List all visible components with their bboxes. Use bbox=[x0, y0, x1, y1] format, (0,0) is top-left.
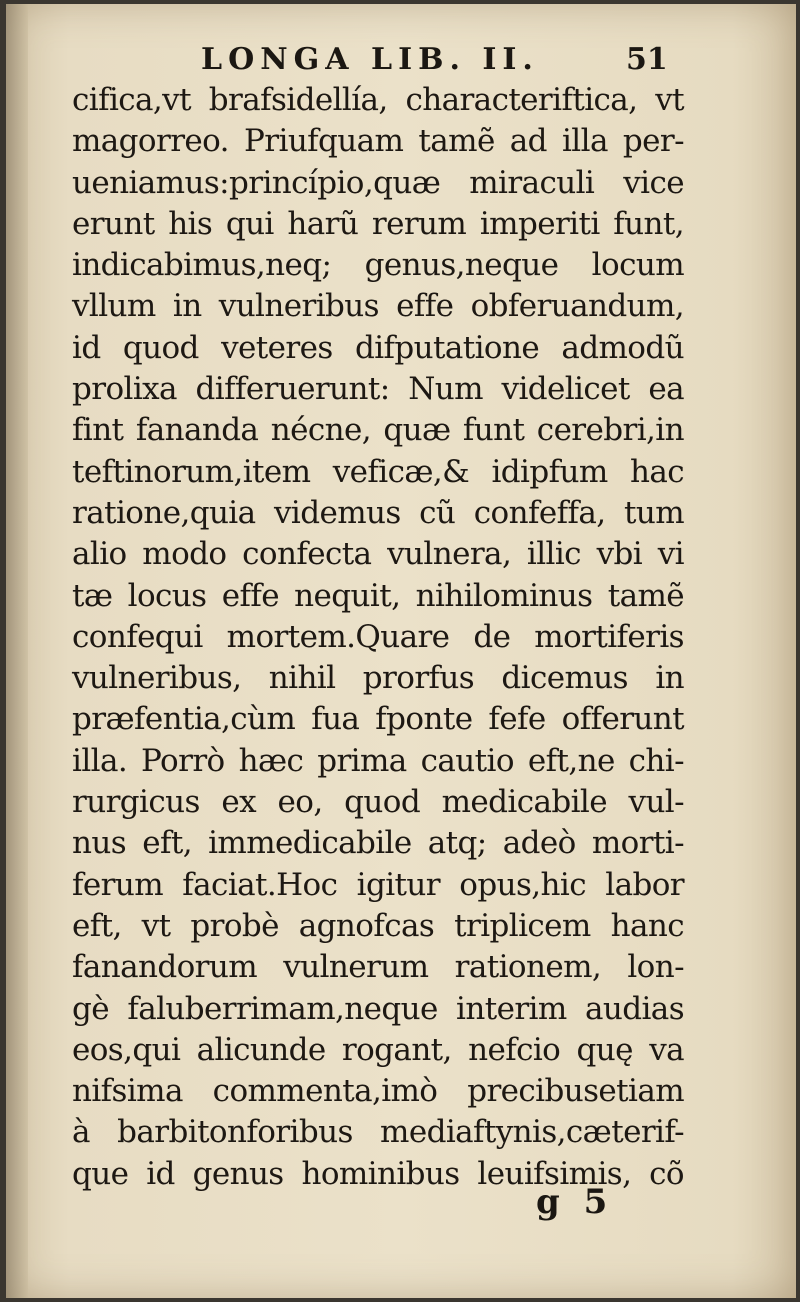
text-line: fint fananda nécne, quæ funt cerebri,in bbox=[72, 412, 684, 449]
text-line: fanandorum vulnerum rationem, lon- bbox=[72, 949, 684, 986]
text-line: ferum faciat.Hoc igitur opus,hic labor bbox=[72, 866, 684, 903]
book-page bbox=[6, 4, 796, 1298]
body-text bbox=[72, 80, 684, 1195]
text-line: que id genus hominibus leuifsimis, cõ bbox=[72, 1155, 684, 1192]
text-line: eft, vt probè agnofcas triplicem hanc bbox=[72, 907, 684, 944]
page-gutter-shadow bbox=[6, 4, 28, 1298]
text-line: à barbitonforibus mediaftynis,cæterif- bbox=[72, 1114, 684, 1151]
text-line: vulneribus, nihil prorfus dicemus in bbox=[72, 660, 684, 697]
page-number: 51 bbox=[626, 42, 668, 77]
text-line: nifsima commenta,imò precibusetiam bbox=[72, 1073, 684, 1110]
text-line: rurgicus ex eo, quod medicabile vul- bbox=[72, 784, 684, 821]
signature-mark: g 5 bbox=[536, 1182, 614, 1222]
text-line: tæ locus effe nequit, nihilominus tamẽ bbox=[72, 577, 684, 614]
page-header bbox=[6, 38, 796, 82]
text-line: nus eft, immedicabile atq; adeò morti- bbox=[72, 825, 684, 862]
text-line: ratione,quia videmus cũ confeffa, tum bbox=[72, 494, 684, 531]
text-line: id quod veteres difputatione admodũ bbox=[72, 329, 684, 366]
text-line: teftinorum,item veficæ,& idipfum hac bbox=[72, 453, 684, 490]
text-line: erunt his qui harũ rerum imperiti funt, bbox=[72, 205, 684, 242]
text-line: indicabimus,neq; genus,neque locum bbox=[72, 247, 684, 284]
text-line: vllum in vulneribus effe obferuandum, bbox=[72, 288, 684, 325]
text-line: prolixa differuerunt: Num videlicet ea bbox=[72, 371, 684, 408]
text-line: gè faluberrimam,neque interim audias bbox=[72, 990, 684, 1027]
text-line: eos,qui alicunde rogant, nefcio quę va bbox=[72, 1031, 684, 1068]
text-line: alio modo confecta vulnera, illic vbi vi bbox=[72, 536, 684, 573]
running-head: LONGA LIB. II. bbox=[201, 42, 539, 77]
text-line: illa. Porrò hæc prima cautio eft,ne chi- bbox=[72, 742, 684, 779]
text-line: cifica,vt brafsidellía, characteriftica, vt bbox=[72, 82, 684, 118]
text-line: ueniamus:princípio,quæ miraculi vice bbox=[72, 164, 684, 201]
text-line: confequi mortem.Quare de mortiferis bbox=[72, 618, 684, 655]
text-line: magorreo. Priufquam tamẽ ad illa per- bbox=[72, 123, 684, 160]
text-line: præfentia,cùm fua fponte fefe offerunt bbox=[72, 701, 684, 738]
